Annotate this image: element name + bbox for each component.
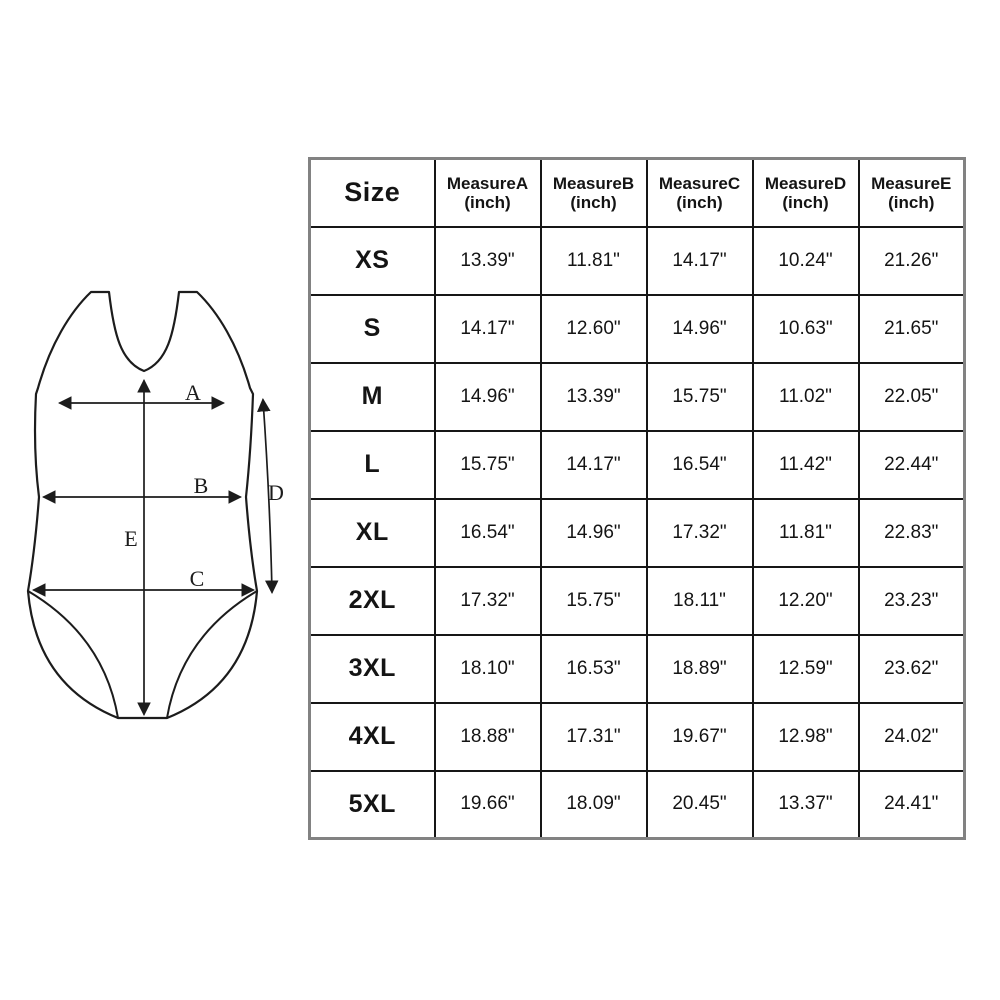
measurement-cell: 14.96" bbox=[541, 499, 647, 567]
measurement-cell: 12.98" bbox=[753, 703, 859, 771]
measurement-cell: 19.67" bbox=[647, 703, 753, 771]
measurement-cell: 17.32" bbox=[435, 567, 541, 635]
measurement-cell: 13.39" bbox=[541, 363, 647, 431]
left-leg-opening-seam bbox=[28, 591, 118, 718]
measure-a-label: A bbox=[185, 380, 201, 405]
measurement-cell: 22.44" bbox=[859, 431, 965, 499]
size-cell: 5XL bbox=[310, 771, 435, 839]
measurement-cell: 23.62" bbox=[859, 635, 965, 703]
table-row bbox=[310, 295, 965, 363]
size-measurement-table bbox=[308, 157, 966, 840]
column-name: MeasureD bbox=[764, 173, 847, 193]
table-header-row bbox=[310, 159, 965, 227]
size-table-body bbox=[310, 227, 965, 839]
column-unit: (inch) bbox=[888, 192, 935, 212]
measure-e-label: E bbox=[124, 526, 138, 551]
size-column-header: Size bbox=[310, 159, 435, 227]
measurement-cell: 20.45" bbox=[647, 771, 753, 839]
measure-c-label: C bbox=[189, 566, 205, 591]
table-row bbox=[310, 227, 965, 295]
table-row bbox=[310, 635, 965, 703]
measure-c-column-header bbox=[647, 159, 753, 227]
table-row bbox=[310, 431, 965, 499]
table-row bbox=[310, 363, 965, 431]
column-name: MeasureA bbox=[446, 173, 529, 193]
measurement-cell: 22.83" bbox=[859, 499, 965, 567]
measurement-cell: 18.09" bbox=[541, 771, 647, 839]
measurement-cell: 22.05" bbox=[859, 363, 965, 431]
measurement-cell: 24.41" bbox=[859, 771, 965, 839]
measurement-cell: 18.88" bbox=[435, 703, 541, 771]
measurement-cell: 13.37" bbox=[753, 771, 859, 839]
measurement-cell: 21.26" bbox=[859, 227, 965, 295]
measurement-cell: 10.63" bbox=[753, 295, 859, 363]
measure-b-column-header bbox=[541, 159, 647, 227]
measurement-cell: 14.96" bbox=[647, 295, 753, 363]
measurement-cell: 13.39" bbox=[435, 227, 541, 295]
column-name: MeasureB bbox=[552, 173, 635, 193]
size-cell: XL bbox=[310, 499, 435, 567]
size-cell: 4XL bbox=[310, 703, 435, 771]
measurement-cell: 11.81" bbox=[541, 227, 647, 295]
swimsuit-outline bbox=[28, 292, 257, 718]
measurement-cell: 14.17" bbox=[435, 295, 541, 363]
measure-d-label: D bbox=[268, 480, 284, 505]
measurement-cell: 16.54" bbox=[435, 499, 541, 567]
measure-b-label: B bbox=[193, 473, 209, 498]
measurement-cell: 12.20" bbox=[753, 567, 859, 635]
table-row bbox=[310, 771, 965, 839]
column-unit: (inch) bbox=[570, 192, 617, 212]
table-row bbox=[310, 567, 965, 635]
measurement-cell: 15.75" bbox=[435, 431, 541, 499]
measurement-cell: 11.42" bbox=[753, 431, 859, 499]
measurement-cell: 18.89" bbox=[647, 635, 753, 703]
measurement-cell: 17.31" bbox=[541, 703, 647, 771]
size-cell: S bbox=[310, 295, 435, 363]
column-unit: (inch) bbox=[676, 192, 723, 212]
measurement-cell: 12.60" bbox=[541, 295, 647, 363]
table-row bbox=[310, 703, 965, 771]
measurement-cell: 14.17" bbox=[541, 431, 647, 499]
column-name: MeasureE bbox=[871, 173, 952, 193]
measurement-cell: 12.59" bbox=[753, 635, 859, 703]
measurement-cell: 16.54" bbox=[647, 431, 753, 499]
column-unit: (inch) bbox=[782, 192, 829, 212]
measurement-cell: 19.66" bbox=[435, 771, 541, 839]
size-cell: 3XL bbox=[310, 635, 435, 703]
measurement-cell: 11.81" bbox=[753, 499, 859, 567]
measurement-cell: 24.02" bbox=[859, 703, 965, 771]
measurement-cell: 15.75" bbox=[647, 363, 753, 431]
measurement-cell: 23.23" bbox=[859, 567, 965, 635]
size-cell: L bbox=[310, 431, 435, 499]
table-row bbox=[310, 499, 965, 567]
measurement-cell: 16.53" bbox=[541, 635, 647, 703]
size-cell: M bbox=[310, 363, 435, 431]
right-leg-opening-seam bbox=[167, 591, 257, 718]
column-unit: (inch) bbox=[464, 192, 511, 212]
measure-a-column-header bbox=[435, 159, 541, 227]
measurement-cell: 18.11" bbox=[647, 567, 753, 635]
measurement-cell: 10.24" bbox=[753, 227, 859, 295]
column-name: MeasureC bbox=[658, 173, 741, 193]
measurement-cell: 14.17" bbox=[647, 227, 753, 295]
measurement-cell: 17.32" bbox=[647, 499, 753, 567]
measurement-cell: 18.10" bbox=[435, 635, 541, 703]
measure-e-column-header bbox=[859, 159, 965, 227]
measure-d-column-header bbox=[753, 159, 859, 227]
measurement-cell: 21.65" bbox=[859, 295, 965, 363]
measurement-cell: 11.02" bbox=[753, 363, 859, 431]
measurement-cell: 15.75" bbox=[541, 567, 647, 635]
size-cell: XS bbox=[310, 227, 435, 295]
measurement-cell: 14.96" bbox=[435, 363, 541, 431]
size-cell: 2XL bbox=[310, 567, 435, 635]
